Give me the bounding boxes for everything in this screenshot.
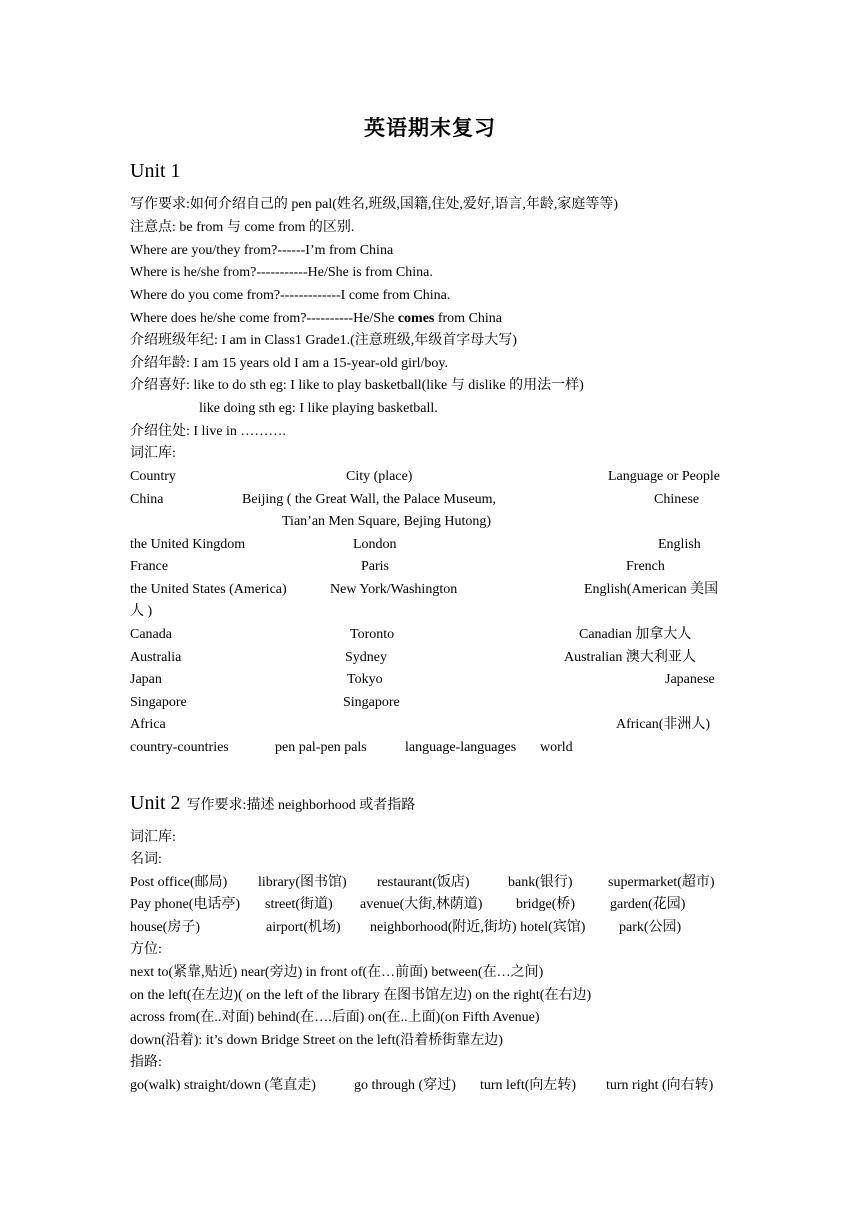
bold-text: comes [397,311,435,326]
table-cell: Canadian 加拿大人 [579,627,692,642]
table-cell: the United States (America) [130,582,287,597]
page-title: 英语期末复习 [364,116,496,140]
text-line: Where do you come from?-------------I come from China. [130,288,451,303]
position-label: 方位: [130,942,162,957]
noun-item: house(房子) [130,920,200,935]
table-cell: New York/Washington [330,582,458,597]
nouns-label: 名词: [130,852,162,867]
table-cell: Africa [130,717,166,732]
noun-item: airport(机场) [266,920,341,935]
text-line: across from(在..对面) behind(在….后面) on(在..上面)(on Fifth Avenue) [130,1010,540,1025]
vocab-label: 词汇库: [130,446,176,461]
text-line: Where are you/they from?------I’m from China [130,243,394,258]
text-line: 介绍住处: I live in ………. [130,424,286,439]
plural-item: country-countries [130,740,229,755]
table-cell: China [130,492,164,507]
table-cell: English(American 美国 [584,582,719,597]
text-segment: Where does he/she come from?----------He/She [130,311,398,326]
text-line: 介绍喜好: like to do sth eg: I like to play basketball(like 与 dislike 的用法一样) [130,378,584,393]
noun-item: park(公园) [619,920,682,935]
direction-item: go(walk) straight/down (笔直走) [130,1078,316,1093]
noun-item: Pay phone(电话亭) [130,897,241,912]
noun-item: neighborhood(附近,街坊) hotel(宾馆) [370,920,586,935]
text-line: on the left(在左边)( on the left of the library 在图书馆左边) on the right(在右边) [130,988,592,1003]
table-cell: French [626,559,665,574]
text-line: 介绍年龄: I am 15 years old I am a 15-year-old girl/boy. [130,356,449,371]
unit2-title: Unit 2 [130,792,181,814]
unit1-heading [130,160,181,183]
text-line: like doing sth eg: I like playing basketball. [199,401,438,416]
table-cell: 人 ) [130,604,153,619]
noun-item: avenue(大街,林荫道) [360,897,483,912]
table-cell: Toronto [350,627,395,642]
unit1-title: Unit 1 [130,160,181,182]
plural-item: world [540,740,573,755]
noun-item: supermarket(超市) [608,875,715,890]
table-cell: Australia [130,650,182,665]
table-header-city: City (place) [346,469,413,484]
noun-item: restaurant(饭店) [377,875,470,890]
direction-item: turn left(向左转) [480,1078,577,1093]
table-cell: Singapore [343,695,400,710]
noun-item: street(街道) [265,897,333,912]
text-line: 注意点: be from 与 come from 的区别. [130,220,355,235]
table-header-language: Language or People [608,469,720,484]
table-cell: Sydney [345,650,387,665]
table-cell: English [658,537,701,552]
text-line [130,310,735,328]
text-line: 写作要求:如何介绍自己的 pen pal(姓名,班级,国籍,住处,爱好,语言,年龄,家庭等等) [130,197,619,212]
noun-item: bank(银行) [508,875,573,890]
table-cell: Beijing ( the Great Wall, the Palace Museum, [242,492,497,507]
direction-item: go through (穿过) [354,1078,456,1093]
text-line: down(沿着): it’s down Bridge Street on the left(沿着桥街靠左边) [130,1033,503,1048]
noun-item: bridge(桥) [516,897,576,912]
table-cell: Chinese [654,492,700,507]
noun-item: Post office(邮局) [130,875,228,890]
table-cell: London [353,537,397,552]
unit2-heading [130,792,415,815]
table-cell: African(非洲人) [616,717,711,732]
vocab-label: 词汇库: [130,830,176,845]
text-line: 介绍班级年纪: I am in Class1 Grade1.(注意班级,年级首字母大写) [130,333,517,348]
direction-item: turn right (向右转) [606,1078,714,1093]
text-line: Where is he/she from?-----------He/She is from China. [130,265,433,280]
table-cell: Paris [361,559,389,574]
table-header-country: Country [130,469,176,484]
table-cell: Canada [130,627,172,642]
table-cell: Japan [130,672,162,687]
noun-item: library(图书馆) [258,875,347,890]
unit2-requirement: 写作要求:描述 neighborhood 或者指路 [186,798,416,813]
table-cell: Japanese [665,672,715,687]
text-segment: from China [434,311,503,326]
table-cell: Australian 澳大利亚人 [564,650,696,665]
table-cell: Tokyo [347,672,383,687]
table-cell: Singapore [130,695,187,710]
noun-item: garden(花园) [610,897,686,912]
plural-item: pen pal-pen pals [275,740,367,755]
text-line: next to(紧靠,贴近) near(旁边) in front of(在…前面) between(在…之间) [130,965,544,980]
plural-item: language-languages [405,740,517,755]
table-cell: France [130,559,169,574]
table-cell: the United Kingdom [130,537,246,552]
table-cell: Tian’an Men Square, Bejing Hutong) [282,514,492,529]
directions-label: 指路: [130,1055,162,1070]
